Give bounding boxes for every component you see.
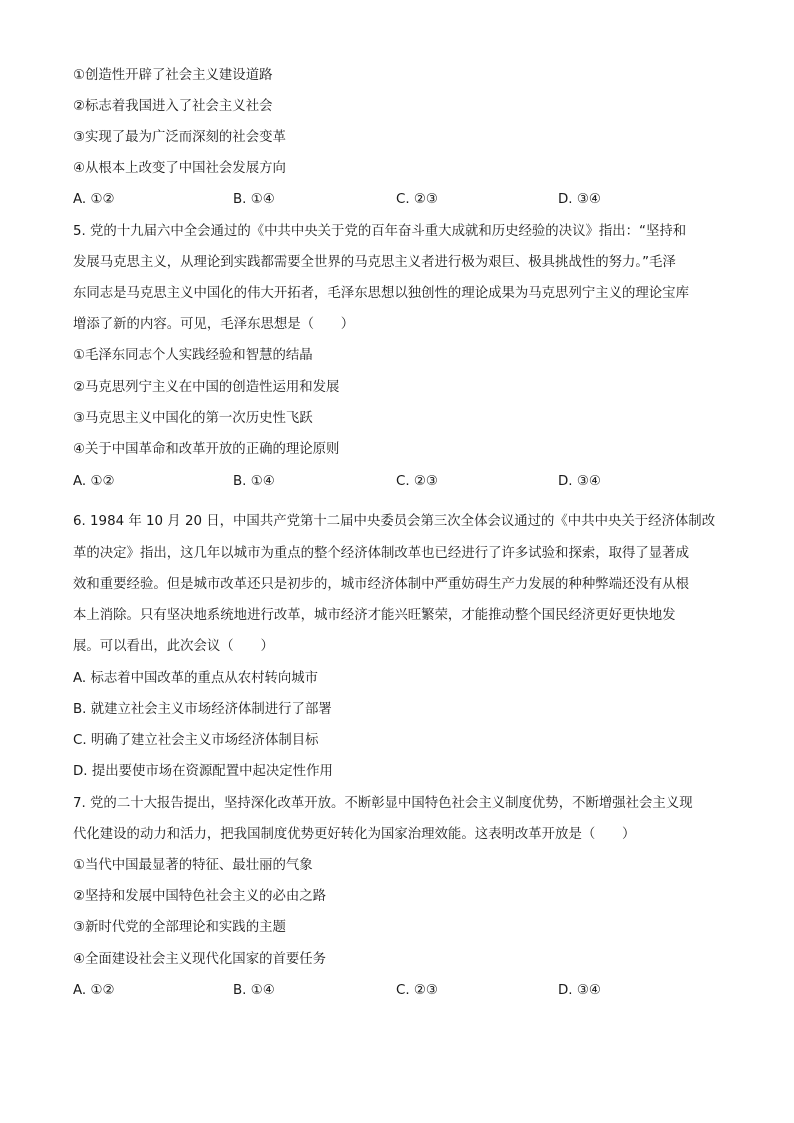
q4-item-4: ④从根本上改变了中国社会发展方向 xyxy=(73,161,286,176)
q4-option-c: C. ②③ xyxy=(396,192,438,207)
q5-option-d: D. ③④ xyxy=(558,474,601,489)
q4-option-b: B. ①④ xyxy=(233,192,275,207)
q6-option-a: A. 标志着中国改革的重点从农村转向城市 xyxy=(73,671,319,686)
q5-stem-line-4: 增添了新的内容。可见，毛泽东思想是（ ） xyxy=(73,317,355,332)
q5-stem-line-2: 发展马克思主义，从理论到实践都需要全世界的马克思主义者进行极为艰巨、极具挑战性的努力。”毛泽 xyxy=(73,255,676,270)
q5-item-4: ④关于中国革命和改革开放的正确的理论原则 xyxy=(73,442,340,457)
q5-option-a: A. ①② xyxy=(73,474,115,489)
q7-item-3: ③新时代党的全部理论和实践的主题 xyxy=(73,920,286,935)
q7-option-a: A. ①② xyxy=(73,983,115,998)
q6-stem-line-2: 革的决定》指出，这几年以城市为重点的整个经济体制改革也已经进行了许多试验和探索，取得了显著成 xyxy=(73,546,689,561)
q7-item-1: ①当代中国最显著的特征、最壮丽的气象 xyxy=(73,858,313,873)
q4-option-d: D. ③④ xyxy=(558,192,601,207)
q7-stem-line-2: 代化建设的动力和活力，把我国制度优势更好转化为国家治理效能。这表明改革开放是（ ） xyxy=(73,827,636,842)
q6-option-d: D. 提出要使市场在资源配置中起决定性作用 xyxy=(73,764,333,779)
q5-stem-line-1: 5. 党的十九届六中全会通过的《中共中央关于党的百年奋斗重大成就和历史经验的决议》指出：“坚持和 xyxy=(73,224,687,239)
q4-item-2: ②标志着我国进入了社会主义社会 xyxy=(73,99,273,114)
q6-stem-line-5: 展。可以看出，此次会议（ ） xyxy=(73,639,274,654)
q6-stem-line-1: 6. 1984 年 10 月 20 日，中国共产党第十二届中央委员会第三次全体会议通过的《中共中央关于经济体制改 xyxy=(73,514,716,529)
q7-option-d: D. ③④ xyxy=(558,983,601,998)
q5-item-3: ③马克思主义中国化的第一次历史性飞跃 xyxy=(73,411,313,426)
q7-item-4: ④全面建设社会主义现代化国家的首要任务 xyxy=(73,952,327,967)
q4-option-a: A. ①② xyxy=(73,192,115,207)
q5-option-b: B. ①④ xyxy=(233,474,275,489)
q4-item-1: ①创造性开辟了社会主义建设道路 xyxy=(73,68,273,83)
q7-option-b: B. ①④ xyxy=(233,983,275,998)
q7-option-c: C. ②③ xyxy=(396,983,438,998)
q4-item-3: ③实现了最为广泛而深刻的社会变革 xyxy=(73,130,286,145)
q5-item-2: ②马克思列宁主义在中国的创造性运用和发展 xyxy=(73,380,340,395)
q5-stem-line-3: 东同志是马克思主义中国化的伟大开拓者，毛泽东思想以独创性的理论成果为马克思列宁主义的理论宝库 xyxy=(73,286,689,301)
q5-option-c: C. ②③ xyxy=(396,474,438,489)
q6-option-b: B. 就建立社会主义市场经济体制进行了部署 xyxy=(73,702,332,717)
q6-stem-line-3: 效和重要经验。但是城市改革还只是初步的，城市经济体制中严重妨碍生产力发展的种种弊端还没有从根 xyxy=(73,577,689,592)
q7-item-2: ②坚持和发展中国特色社会主义的必由之路 xyxy=(73,889,327,904)
q6-stem-line-4: 本上消除。只有坚决地系统地进行改革，城市经济才能兴旺繁荣，才能推动整个国民经济更好更快地发 xyxy=(73,608,676,623)
q5-item-1: ①毛泽东同志个人实践经验和智慧的结晶 xyxy=(73,348,313,363)
q7-stem-line-1: 7. 党的二十大报告提出，坚持深化改革开放。不断彰显中国特色社会主义制度优势，不断增强社会主义现 xyxy=(73,796,693,811)
q6-option-c: C. 明确了建立社会主义市场经济体制目标 xyxy=(73,733,319,748)
